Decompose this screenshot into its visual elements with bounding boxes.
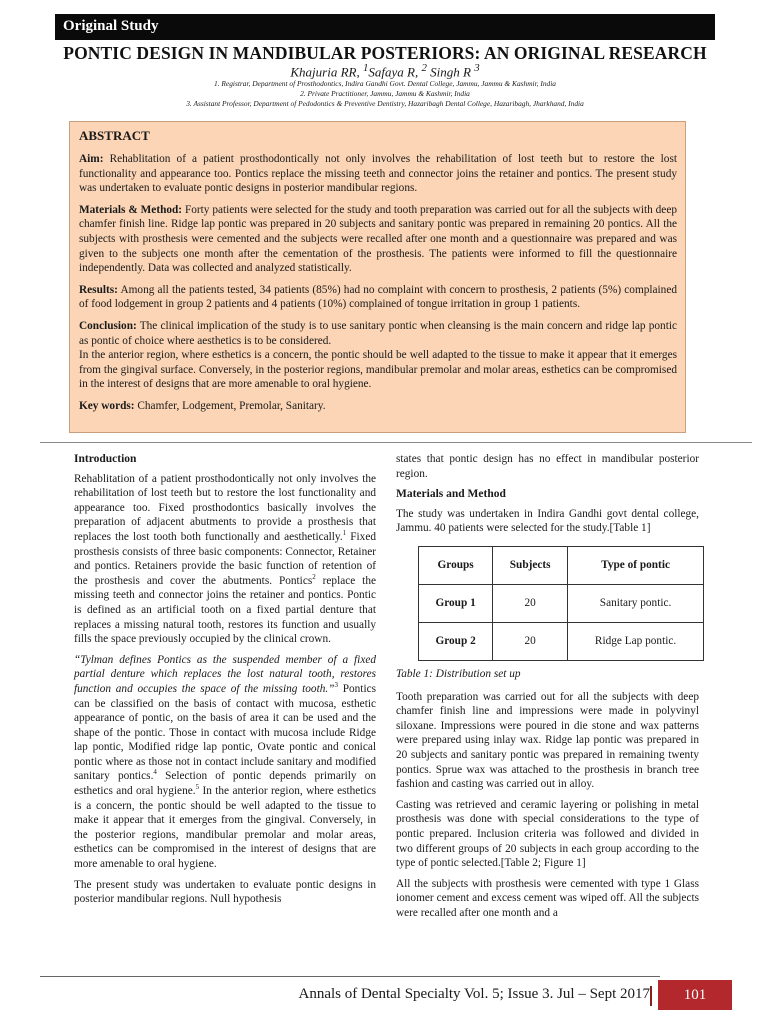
table-row xyxy=(419,584,704,622)
keywords-label: Key words: xyxy=(79,399,135,412)
left-column xyxy=(74,452,376,913)
author-2: Safaya R, xyxy=(368,64,422,80)
table-cell: 20 xyxy=(493,584,568,622)
author-1: Khajuria RR, xyxy=(290,64,363,80)
intro-p2-b: Selection of pontic depends primarily on esthetics and oral hygiene. xyxy=(74,770,377,798)
intro-p1-a: Rehablitation of a patient prosthodontically not only involves the rehabilitation of lost teeth but to restore the lost functionality and appearance too. Fixed prosthodontics basically involves the preparation of adjacent abutments to provide a prosthesis that replaces the lost tooth both functionally and aesthetically. xyxy=(74,472,376,543)
table-cell: Group 1 xyxy=(419,584,493,622)
introduction-heading: Introduction xyxy=(74,453,137,465)
conclusion-text: The clinical implication of the study is to use sanitary pontic when cleansing is the main concern and ridge lap pontic as pontic of choice where aesthetics is to be considered. xyxy=(79,319,677,347)
table-cell: 20 xyxy=(493,622,568,660)
table-header-row xyxy=(419,546,704,584)
section-label-bar xyxy=(55,14,715,40)
abstract-conclusion-cont: In the anterior region, where esthetics is a concern, the pontic should be well adapted to the tissue to make it appear that it emerges from the gingival surface. Conversely, in the posterior regions, mandibular premolar and molar areas, esthetics can be compromised in the interest of designs that are more amenable to oral hygiene. xyxy=(79,349,677,391)
affiliation-1: 1. Registrar, Department of Prosthodontics, Indira Gandhi Govt. Dental College, Jammu, Jammu & Kashmir, India xyxy=(214,79,556,88)
table-row xyxy=(419,622,704,660)
methods-paragraph-1: The study was undertaken in Indira Gandhi govt dental college, Jammu. 40 patients were selected for the study.[Table 1] xyxy=(396,507,699,535)
citation-4: 4 xyxy=(153,768,157,777)
intro-p1-c: replace the missing teeth and connector joins the retainer and pontics. Pontic is defined as an artificial tooth on a fixed partial denture that replaces a missing natural tooth, restores its function and usually fills the space previously occupied by the clinical crown. xyxy=(74,574,376,646)
page-number: 101 xyxy=(658,980,732,1010)
abstract-methods xyxy=(79,203,677,276)
aim-text: Rehablitation of a patient prosthodontically not only involves the rehabilitation of lost teeth but to restore the lost functionality and appearance too. Pontics replace the missing teeth and connector joins the retainer and pontics. The present study was undertaken to evaluate pontic designs in posterior mandibular regions. xyxy=(79,153,677,195)
article-title: PONTIC DESIGN IN MANDIBULAR POSTERIORS: AN ORIGINAL RESEARCH xyxy=(63,43,707,63)
methods-paragraph-4: All the subjects with prosthesis were cemented with type 1 Glass ionomer cement and excess cement was wiped off. All the subjects were recalled after one month and a xyxy=(396,877,699,919)
author-3: Singh R xyxy=(426,64,475,80)
methods-label: Materials & Method: xyxy=(79,203,183,216)
distribution-table xyxy=(418,546,704,661)
abstract-conclusion xyxy=(79,319,677,348)
methods-paragraph-3: Casting was retrieved and ceramic layering or polishing in metal prosthesis was done with special considerations to the type of pontic prepared. Inclusion criteria was followed and divided in two different groups of 20 subjects in each group according to the type of pontic selected.[Table 2; Figure 1] xyxy=(396,798,699,870)
table-header-cell: Groups xyxy=(419,546,493,584)
author-2-affil-ref: 1 xyxy=(362,62,369,74)
results-label: Results: xyxy=(79,283,118,296)
table-caption: Table 1: Distribution set up xyxy=(396,667,521,680)
right-continuation: states that pontic design has no effect in mandibular posterior region. xyxy=(396,453,699,480)
table-header-cell: Type of pontic xyxy=(568,546,704,584)
table-cell: Group 2 xyxy=(419,622,493,660)
section-divider xyxy=(40,442,752,443)
citation-1: 1 xyxy=(342,529,347,538)
keywords-text: Chamfer, Lodgement, Premolar, Sanitary. xyxy=(134,399,326,412)
abstract-box xyxy=(69,121,686,433)
intro-paragraph-2 xyxy=(74,653,376,872)
table-header-cell: Subjects xyxy=(493,546,568,584)
right-column xyxy=(396,452,699,926)
footer-divider xyxy=(40,976,660,977)
methods-paragraph-2: Tooth preparation was carried out for all the subjects with deep chamfer finish line and impressions were made in polyvinyl siloxane. Impressions were poured in die stone and wax patterns were prepared using inlay wax. Ridge lap pontic was prepared in 20 subjects and sanitary pontic was prepared in remaining twenty pontics. Sprue wax was attached to the prosthesis in branch tree fashion and casting was carried out in alloy. xyxy=(396,690,699,791)
affiliation-2: 2. Private Practitioner, Jammu, Jammu & Kashmir, India xyxy=(300,89,470,98)
journal-citation: Annals of Dental Specialty Vol. 5; Issue 3. Jul – Sept 2017 xyxy=(298,986,650,1002)
abstract-results xyxy=(79,283,677,312)
intro-p1-b: Fixed prosthesis consists of three basic components: Connector, Retainer and pontics. Retainers provide the basic function of retention of the prosthesis and cover the abutments. Pontics xyxy=(74,530,376,587)
intro-p2-c: In the anterior region, where esthetics is a concern, the pontic should be well adapted to the tissue to make it appear that it emerges from the gingival. Conversely, in the posterior regions, mandibular premolar and molar areas, esthetics can be compromised in the interest of designs that are more amenable to oral hygiene. xyxy=(74,785,376,871)
citation-5: 5 xyxy=(195,783,200,792)
aim-label: Aim: xyxy=(79,153,104,165)
author-3-affil-ref2: 3 xyxy=(474,62,480,74)
citation-3: 3 xyxy=(334,681,338,690)
intro-paragraph-1 xyxy=(74,472,376,647)
abstract-aim xyxy=(79,152,677,196)
methods-heading: Materials and Method xyxy=(396,488,506,501)
author-3-affil-ref: 2 xyxy=(421,62,427,74)
conclusion-label: Conclusion: xyxy=(79,319,137,332)
results-text: Among all the patients tested, 34 patients (85%) had no complaint with concern to prosthesis, 2 patients (5%) complained of food lodgement in group 2 patients and 4 patients (10%) complained of tongue irritation in group 1 patients. xyxy=(79,283,677,311)
methods-text: Forty patients were selected for the study and tooth preparation was carried out for all the subjects with deep chamfer finish line. Ridge lap pontic was prepared in 20 subjects and sanitary pontic was prepared in remaining 20 pontics. All the subjects with prosthesis were cemented and the subjects were recalled after one month and a questionnaire was prepared and was given to the subjects one month after the cementation of the prosthesis. The patients were informed to fill the questionnaire independently. Data was collected and analyzed statistically. xyxy=(79,203,677,275)
citation-2: 2 xyxy=(312,572,316,581)
abstract-keywords xyxy=(79,399,677,414)
intro-paragraph-3: The present study was undertaken to evaluate pontic designs in posterior mandibular regions. Null hypothesis xyxy=(74,878,376,906)
author-list xyxy=(40,62,730,80)
table-cell: Sanitary pontic. xyxy=(568,584,704,622)
section-label: Original Study xyxy=(63,18,159,34)
footer-separator xyxy=(650,986,652,1006)
tylman-quote: “Tylman defines Pontics as the suspended member of a fixed partial denture which replaces the lost natural tooth, restores function and occupies the space of the missing tooth.” xyxy=(74,653,376,695)
abstract-heading: ABSTRACT xyxy=(79,128,150,143)
affiliation-3: 3. Assistant Professor, Department of Pedodontics & Preventive Dentistry, Hazaribagh Dental College, Hazaribagh, Jharkhand, India xyxy=(186,99,584,108)
table-cell: Ridge Lap pontic. xyxy=(568,622,704,660)
intro-p2-a: Pontics can be classified on the basis of contact with mucosa, esthetic appearance of pontic, on the basis of area it can be used and the shape of the pontic. Those in contact with mucosa include Ridge lap pontic, Modified ridge lap pontic, Ovate pontic and conical pontic where as those not in contact include sanitary and modified sanitary pontics. xyxy=(74,682,376,783)
